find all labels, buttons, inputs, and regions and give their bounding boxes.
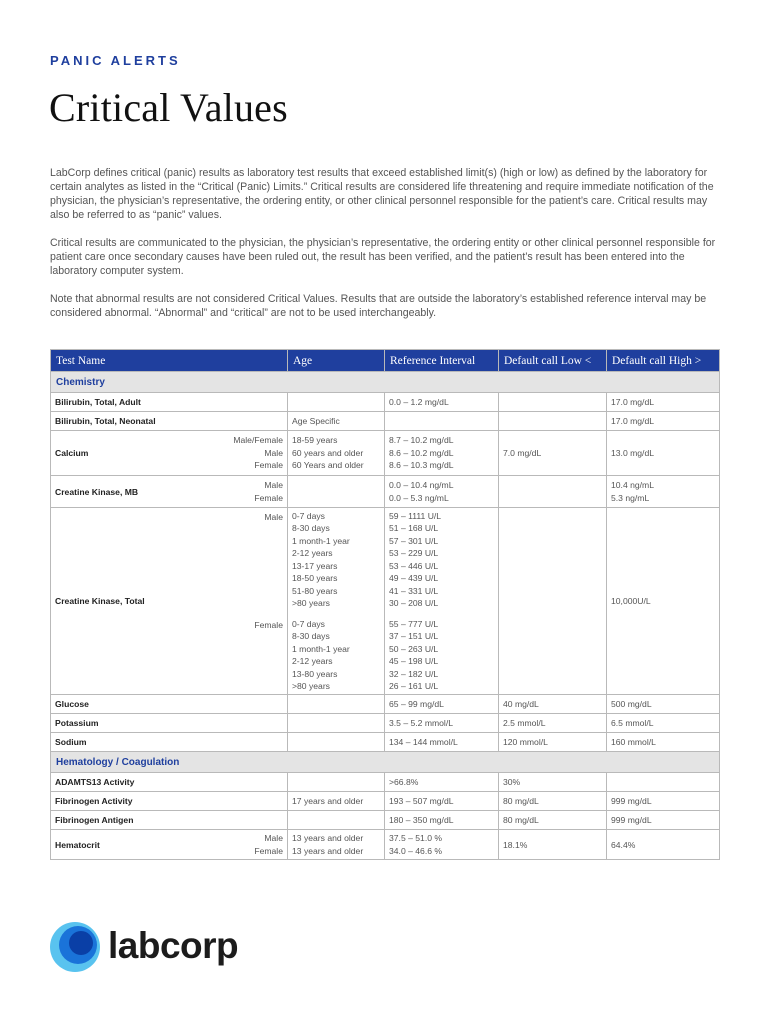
reference-value: 26 – 161 U/L (389, 681, 439, 691)
call-high-cell: 500 mg/dL (607, 695, 720, 714)
age-cell (288, 393, 385, 412)
table-row (51, 476, 720, 508)
age-cell (288, 773, 385, 792)
test-name-cell (51, 431, 288, 476)
table-row (51, 431, 720, 476)
reference-cell: 180 – 350 mg/dL (385, 811, 499, 830)
table-row (51, 733, 720, 752)
reference-value: 53 – 229 U/L (389, 548, 439, 558)
sex-labels (233, 434, 283, 472)
table-row (51, 412, 720, 431)
age-value: 18-59 years (292, 435, 338, 446)
reference-value: 34.0 – 46.6 % (389, 845, 443, 856)
reference-cell (385, 508, 499, 695)
age-value: 0-7 days (292, 510, 325, 521)
labcorp-logo (50, 922, 240, 974)
age-value: 1 month-1 year (292, 535, 350, 546)
col-header-reference-interval: Reference Interval (385, 350, 499, 372)
reference-cell (385, 476, 499, 508)
age-cell (288, 811, 385, 830)
reference-cell: 0.0 – 1.2 mg/dL (385, 393, 499, 412)
call-high-cell (607, 773, 720, 792)
age-value: 1 month-1 year (292, 643, 350, 654)
reference-value: 37 – 151 U/L (389, 631, 439, 641)
sex-label: Female (254, 620, 283, 630)
test-name: Calcium (55, 448, 89, 458)
sex-label: Male (264, 447, 283, 458)
sex-label: Male (264, 480, 283, 490)
age-cell: Age Specific (288, 412, 385, 431)
call-low-cell: 2.5 mmol/L (499, 714, 607, 733)
call-high-cell: 6.5 mmol/L (607, 714, 720, 733)
age-cell (288, 830, 385, 860)
reference-cell: >66.8% (385, 773, 499, 792)
sex-label: Male (264, 512, 283, 522)
reference-value: 50 – 263 U/L (389, 643, 439, 654)
table-row (51, 830, 720, 860)
age-cell (288, 714, 385, 733)
test-name: Creatine Kinase, MB (55, 486, 139, 497)
call-high-cell: 17.0 mg/dL (607, 393, 720, 412)
call-high-cell: 64.4% (607, 830, 720, 860)
section-title-hematology: Hematology / Coagulation (51, 752, 720, 773)
table-row (51, 811, 720, 830)
test-name: ADAMTS13 Activity (51, 773, 288, 792)
test-name: Hematocrit (55, 839, 100, 850)
reference-value: 0.0 – 5.3 ng/mL (389, 492, 449, 503)
call-high-cell: 999 mg/dL (607, 811, 720, 830)
call-high-cell: 160 mmol/L (607, 733, 720, 752)
call-high-value: 10.4 ng/mL (611, 480, 654, 490)
call-high-cell: 10,000U/L (607, 508, 720, 695)
reference-value: 53 – 446 U/L (389, 560, 439, 571)
reference-block-female (389, 618, 494, 693)
sex-label: Male/Female (233, 435, 283, 445)
reference-value: 55 – 777 U/L (389, 618, 439, 629)
age-value: 13-80 years (292, 668, 338, 679)
call-low-cell (499, 476, 607, 508)
reference-cell: 65 – 99 mg/dL (385, 695, 499, 714)
age-cell: 17 years and older (288, 792, 385, 811)
table-row (51, 792, 720, 811)
call-low-cell: 80 mg/dL (499, 811, 607, 830)
age-cell (288, 431, 385, 476)
age-value: 2-12 years (292, 656, 333, 666)
test-name-cell (51, 830, 288, 860)
reference-value: 8.6 – 10.2 mg/dL (389, 447, 454, 458)
intro-paragraph-2: Critical results are communicated to the physician, the physician’s representative, the ordering entity or other clinical personnel responsible for patient care once secondary causes have been ruled out, the result has been verified, and the patient’s result has been entered into the laboratory computer system. (50, 237, 716, 277)
age-cell (288, 508, 385, 695)
section-row-chemistry (51, 372, 720, 393)
call-low-cell (499, 393, 607, 412)
age-value: 8-30 days (292, 523, 330, 533)
sex-label: Female (254, 845, 283, 856)
age-cell (288, 695, 385, 714)
call-low-cell: 30% (499, 773, 607, 792)
labcorp-wordmark: labcorp (108, 925, 239, 966)
critical-values-table (50, 349, 720, 860)
sex-label: Male (264, 833, 283, 843)
page-title: Critical Values (49, 85, 288, 130)
col-header-age: Age (288, 350, 385, 372)
call-low-cell (499, 412, 607, 431)
reference-cell (385, 830, 499, 860)
reference-cell (385, 431, 499, 476)
age-value: >80 years (292, 598, 330, 608)
reference-value: 30 – 208 U/L (389, 598, 439, 608)
test-name: Glucose (51, 695, 288, 714)
intro-paragraph-1: LabCorp defines critical (panic) results as laboratory test results that exceed established limit(s) (high or low) as defined by the laboratory for certain analytes as listed in the “Critical (Panic) Limits.” Critical results are considered life threatening and require immediate notification of the physician, the physician’s representative, the ordering entity, or other clinical personnel responsible for the patient’s care. Critical results may also be referred to as “panic” values. (50, 167, 714, 221)
reference-value: 32 – 182 U/L (389, 668, 439, 679)
reference-cell: 193 – 507 mg/dL (385, 792, 499, 811)
table-header-row (51, 350, 720, 372)
sex-labels (254, 832, 283, 857)
call-low-cell: 120 mmol/L (499, 733, 607, 752)
call-low-cell: 7.0 mg/dL (499, 431, 607, 476)
age-value: 60 years and older (292, 447, 364, 458)
call-low-cell: 18.1% (499, 830, 607, 860)
reference-cell: 3.5 – 5.2 mmol/L (385, 714, 499, 733)
labcorp-circle-logo-icon (50, 922, 100, 972)
test-name: Potassium (51, 714, 288, 733)
section-kicker: PANIC ALERTS (50, 53, 181, 68)
test-name: Bilirubin, Total, Adult (51, 393, 288, 412)
logo-inner-disc (69, 931, 93, 955)
age-block-female (292, 618, 380, 693)
reference-cell (385, 412, 499, 431)
test-name: Fibrinogen Activity (51, 792, 288, 811)
reference-value: 45 – 198 U/L (389, 656, 439, 666)
test-name-cell (51, 476, 288, 508)
table-row (51, 773, 720, 792)
reference-value: 37.5 – 51.0 % (389, 833, 443, 843)
table-row (51, 714, 720, 733)
test-name: Bilirubin, Total, Neonatal (51, 412, 288, 431)
reference-value: 41 – 331 U/L (389, 585, 439, 596)
age-value: 13 years and older (292, 833, 364, 843)
test-name: Creatine Kinase, Total (55, 596, 145, 606)
age-value: 2-12 years (292, 548, 333, 558)
age-cell (288, 733, 385, 752)
reference-value: 8.6 – 10.3 mg/dL (389, 460, 454, 471)
sex-label: Female (254, 460, 283, 470)
section-title-chemistry: Chemistry (51, 372, 720, 393)
age-value: 60 Years and older (292, 460, 364, 471)
call-high-cell: 13.0 mg/dL (607, 431, 720, 476)
call-high-value: 5.3 ng/mL (611, 492, 650, 503)
call-high-cell: 17.0 mg/dL (607, 412, 720, 431)
reference-value: 49 – 439 U/L (389, 573, 439, 583)
col-header-call-high: Default call High > (607, 350, 720, 372)
test-name: Fibrinogen Antigen (51, 811, 288, 830)
call-high-cell (607, 476, 720, 508)
age-value: 18-50 years (292, 573, 338, 583)
intro-paragraph-3: Note that abnormal results are not considered Critical Values. Results that are outside the laboratory’s established reference interval may be considered abnormal. “Abnormal” and “critical” are not to be used interchangeably. (50, 293, 707, 319)
age-cell (288, 476, 385, 508)
section-row-hematology (51, 752, 720, 773)
reference-cell: 134 – 144 mmol/L (385, 733, 499, 752)
col-header-test-name: Test Name (51, 350, 288, 372)
call-low-cell (499, 508, 607, 695)
age-value: 0-7 days (292, 618, 325, 629)
age-value: 8-30 days (292, 631, 330, 641)
call-low-cell: 40 mg/dL (499, 695, 607, 714)
reference-block-male (389, 510, 494, 610)
intro-text (50, 166, 722, 334)
table-row (51, 695, 720, 714)
col-header-call-low: Default call Low < (499, 350, 607, 372)
reference-value: 57 – 301 U/L (389, 535, 439, 546)
age-block-male (292, 510, 380, 610)
call-high-cell: 999 mg/dL (607, 792, 720, 811)
age-value: >80 years (292, 681, 330, 691)
call-low-cell: 80 mg/dL (499, 792, 607, 811)
sex-label: Female (254, 492, 283, 503)
reference-value: 59 – 1111 U/L (389, 510, 442, 521)
test-name-cell (51, 508, 288, 695)
table-row (51, 393, 720, 412)
sex-labels (254, 479, 283, 504)
reference-value: 51 – 168 U/L (389, 523, 439, 533)
reference-value: 8.7 – 10.2 mg/dL (389, 435, 454, 446)
table-row (51, 508, 720, 695)
age-value: 51-80 years (292, 585, 338, 596)
reference-value: 0.0 – 10.4 ng/mL (389, 480, 454, 490)
test-name: Sodium (51, 733, 288, 752)
age-value: 13-17 years (292, 560, 338, 571)
age-value: 13 years and older (292, 845, 364, 856)
